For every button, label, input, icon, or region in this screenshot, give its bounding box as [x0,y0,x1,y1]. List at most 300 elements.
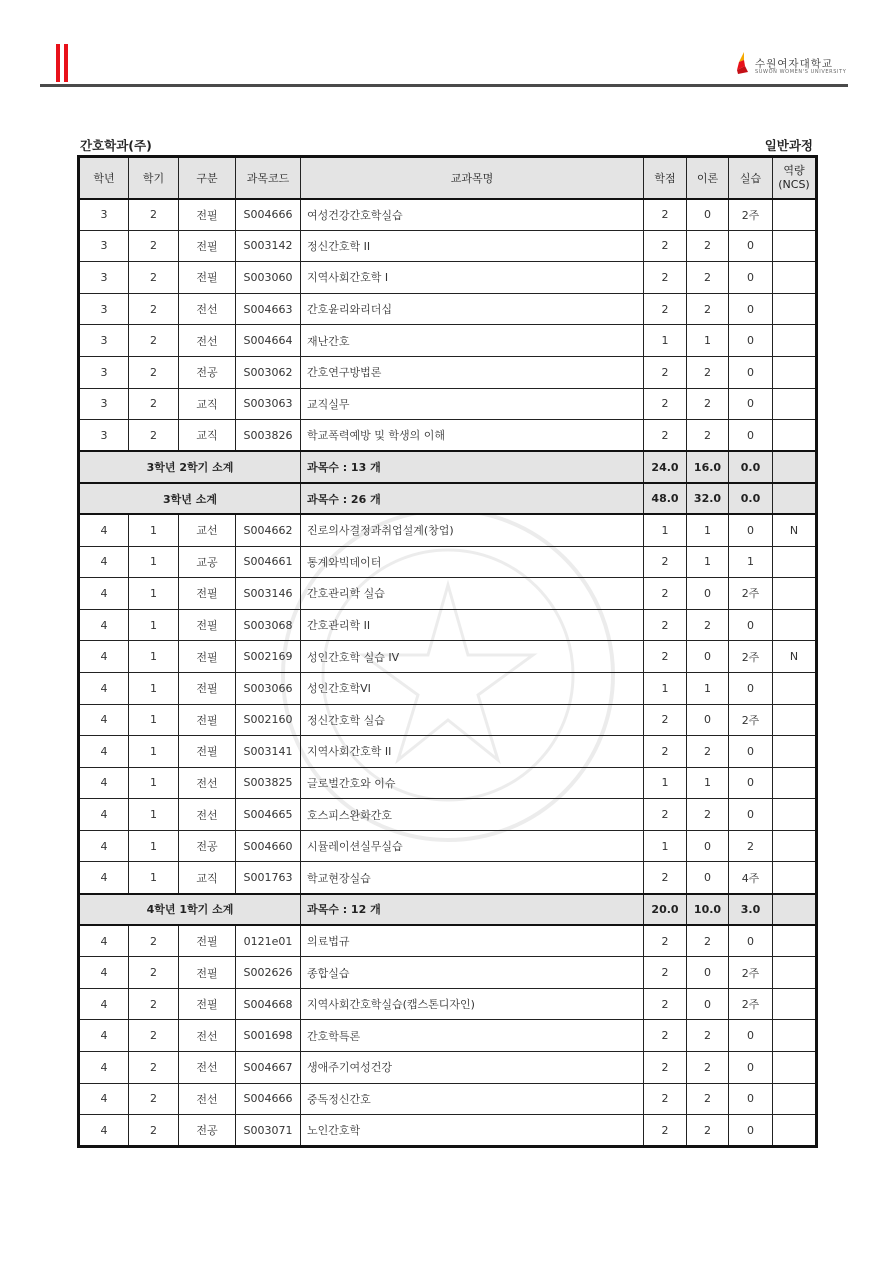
cell-course-name: 시뮬레이션실무실습 [301,830,644,862]
table-row [79,199,817,231]
cell-theory: 2 [687,925,729,957]
table-row [79,641,817,673]
cell-year: 4 [79,546,129,578]
cell-course-name: 지역사회간호학실습(캡스톤디자인) [301,988,644,1020]
cell-theory: 2 [687,609,729,641]
cell-category: 전공 [179,830,236,862]
header-code: 과목코드 [236,157,301,199]
cell-competency [773,230,817,262]
cell-code: S001698 [236,1020,301,1052]
cell-competency [773,546,817,578]
cell-theory: 2 [687,1052,729,1084]
cell-credits: 2 [644,799,687,831]
table-row [79,609,817,641]
cell-course-name: 성인간호학 실습 IV [301,641,644,673]
cell-semester: 2 [129,230,179,262]
cell-semester: 1 [129,672,179,704]
cell-practice: 2 [729,830,773,862]
cell-category: 전필 [179,704,236,736]
cell-credits: 2 [644,925,687,957]
cell-category: 전선 [179,767,236,799]
cell-theory: 2 [687,262,729,294]
cell-practice: 0 [729,388,773,420]
cell-theory: 0 [687,862,729,894]
cell-credits: 2 [644,736,687,768]
cell-competency [773,799,817,831]
cell-practice: 0 [729,1052,773,1084]
header-competency [773,157,817,199]
cell-theory: 0 [687,199,729,231]
cell-code: S002169 [236,641,301,673]
cell-theory: 1 [687,672,729,704]
table-row [79,1020,817,1052]
cell-practice: 0 [729,293,773,325]
cell-theory: 2 [687,799,729,831]
cell-credits: 2 [644,420,687,452]
cell-category: 전필 [179,262,236,294]
cell-credits: 2 [644,641,687,673]
cell-semester: 2 [129,293,179,325]
table-row [79,830,817,862]
cell-code: 0121e01 [236,925,301,957]
cell-course-name: 진로의사결정과취업설계(창업) [301,514,644,546]
cell-category: 교직 [179,388,236,420]
cell-category: 전선 [179,293,236,325]
cell-theory: 2 [687,230,729,262]
cell-credits: 2 [644,988,687,1020]
table-row [79,672,817,704]
cell-semester: 2 [129,356,179,388]
table-row [79,957,817,989]
cell-code: S004666 [236,1083,301,1115]
cell-credits: 1 [644,672,687,704]
cell-semester: 2 [129,325,179,357]
cell-theory: 2 [687,420,729,452]
cell-year: 4 [79,704,129,736]
cell-semester: 1 [129,546,179,578]
cell-code: S002160 [236,704,301,736]
cell-course-name: 간호학특론 [301,1020,644,1052]
table-row [79,1052,817,1084]
cell-year: 3 [79,356,129,388]
subtotal-competency-cell [773,894,817,926]
subtotal-course-count: 과목수 : 13 개 [301,451,644,483]
cell-category: 전필 [179,672,236,704]
cell-practice: 0 [729,925,773,957]
cell-competency [773,736,817,768]
cell-code: S003826 [236,420,301,452]
cell-competency [773,1083,817,1115]
cell-credits: 1 [644,325,687,357]
table-row [79,704,817,736]
cell-category: 전필 [179,199,236,231]
subtotal-row [79,894,817,926]
header-course-name: 교과목명 [301,157,644,199]
cell-competency [773,1115,817,1147]
subtotal-credits: 48.0 [644,483,687,515]
cell-year: 3 [79,199,129,231]
cell-course-name: 간호관리학 실습 [301,578,644,610]
cell-theory: 2 [687,1115,729,1147]
cell-year: 4 [79,672,129,704]
table-row [79,1083,817,1115]
university-english-name: SUWON WOMEN'S UNIVERSITY [755,69,847,75]
cell-year: 3 [79,262,129,294]
cell-semester: 1 [129,862,179,894]
cell-course-name: 노인간호학 [301,1115,644,1147]
cell-category: 전필 [179,230,236,262]
table-row [79,925,817,957]
cell-competency [773,988,817,1020]
cell-competency [773,578,817,610]
cell-practice: 2주 [729,957,773,989]
cell-course-name: 생애주기여성건강 [301,1052,644,1084]
cell-practice: 0 [729,609,773,641]
cell-practice: 0 [729,1115,773,1147]
table-row [79,1115,817,1147]
cell-semester: 2 [129,1115,179,1147]
university-logo [736,50,846,80]
cell-year: 3 [79,293,129,325]
university-name: 수원여자대학교 [755,58,834,70]
cell-year: 4 [79,830,129,862]
cell-code: S004662 [236,514,301,546]
table-row [79,388,817,420]
cell-theory: 0 [687,988,729,1020]
subtotal-credits: 20.0 [644,894,687,926]
cell-course-name: 학교현장실습 [301,862,644,894]
cell-competency [773,199,817,231]
subtotal-course-count: 과목수 : 12 개 [301,894,644,926]
cell-course-name: 종합실습 [301,957,644,989]
cell-credits: 2 [644,862,687,894]
cell-year: 4 [79,578,129,610]
header-credits: 학점 [644,157,687,199]
cell-course-name: 학교폭력예방 및 학생의 이해 [301,420,644,452]
cell-course-name: 교직실무 [301,388,644,420]
cell-code: S003142 [236,230,301,262]
table-row [79,862,817,894]
table-row [79,736,817,768]
cell-code: S004660 [236,830,301,862]
cell-category: 전공 [179,356,236,388]
subtotal-theory: 10.0 [687,894,729,926]
cell-year: 3 [79,230,129,262]
cell-semester: 1 [129,641,179,673]
subtotal-label: 4학년 1학기 소계 [79,894,301,926]
cell-code: S004666 [236,199,301,231]
cell-semester: 2 [129,1052,179,1084]
cell-practice: 0 [729,672,773,704]
cell-course-name: 간호연구방법론 [301,356,644,388]
cell-credits: 2 [644,1115,687,1147]
subtotal-competency-cell [773,451,817,483]
cell-category: 교선 [179,514,236,546]
cell-category: 전필 [179,925,236,957]
cell-code: S004665 [236,799,301,831]
cell-category: 전선 [179,1020,236,1052]
table-row [79,356,817,388]
table-row [79,514,817,546]
cell-course-name: 여성건강간호학실습 [301,199,644,231]
subtotal-credits: 24.0 [644,451,687,483]
cell-theory: 1 [687,325,729,357]
cell-category: 전선 [179,799,236,831]
subtotal-label: 3학년 2학기 소계 [79,451,301,483]
cell-course-name: 지역사회간호학 I [301,262,644,294]
cell-competency [773,356,817,388]
cell-year: 4 [79,1020,129,1052]
cell-credits: 2 [644,546,687,578]
cell-category: 전선 [179,325,236,357]
cell-semester: 1 [129,830,179,862]
table-row [79,767,817,799]
cell-year: 4 [79,862,129,894]
cell-theory: 1 [687,514,729,546]
cell-credits: 2 [644,609,687,641]
cell-practice: 0 [729,356,773,388]
table-row [79,420,817,452]
cell-competency [773,388,817,420]
cell-practice: 0 [729,514,773,546]
cell-credits: 1 [644,767,687,799]
cell-practice: 2주 [729,988,773,1020]
cell-semester: 1 [129,514,179,546]
cell-year: 4 [79,1052,129,1084]
header-practice: 실습 [729,157,773,199]
cell-year: 4 [79,957,129,989]
table-row [79,230,817,262]
cell-competency [773,420,817,452]
cell-theory: 0 [687,957,729,989]
subtotal-row [79,483,817,515]
subtotal-practice: 0.0 [729,483,773,515]
cell-practice: 2주 [729,578,773,610]
cell-practice: 0 [729,325,773,357]
cell-competency [773,704,817,736]
subtotal-competency-cell [773,483,817,515]
cell-year: 4 [79,609,129,641]
cell-code: S003825 [236,767,301,799]
cell-semester: 1 [129,578,179,610]
cell-semester: 1 [129,799,179,831]
cell-theory: 0 [687,578,729,610]
cell-year: 3 [79,420,129,452]
cell-credits: 2 [644,388,687,420]
cell-competency [773,830,817,862]
cell-competency [773,325,817,357]
department-title: 간호학과(주) [80,138,152,153]
cell-course-name: 성인간호학VI [301,672,644,704]
header-accent-bars [56,44,70,82]
cell-year: 4 [79,514,129,546]
header-competency-line1: 역량 [783,163,805,177]
cell-code: S004668 [236,988,301,1020]
table-row [79,262,817,294]
cell-semester: 2 [129,199,179,231]
cell-code: S004661 [236,546,301,578]
cell-competency [773,672,817,704]
cell-practice: 0 [729,799,773,831]
cell-course-name: 간호관리학 II [301,609,644,641]
header-theory: 이론 [687,157,729,199]
table-header-row [79,157,817,199]
cell-year: 4 [79,767,129,799]
cell-course-name: 중독정신간호 [301,1083,644,1115]
cell-category: 교공 [179,546,236,578]
subtotal-practice: 3.0 [729,894,773,926]
cell-category: 전필 [179,578,236,610]
cell-code: S003060 [236,262,301,294]
subtotal-label: 3학년 소계 [79,483,301,515]
cell-competency [773,1052,817,1084]
cell-credits: 2 [644,293,687,325]
cell-practice: 2주 [729,641,773,673]
cell-competency [773,1020,817,1052]
cell-course-name: 통계와빅데이터 [301,546,644,578]
header-divider [40,84,848,87]
cell-category: 교직 [179,862,236,894]
cell-code: S003062 [236,356,301,388]
cell-category: 전필 [179,609,236,641]
cell-year: 4 [79,988,129,1020]
cell-theory: 2 [687,293,729,325]
cell-year: 4 [79,736,129,768]
cell-year: 4 [79,925,129,957]
cell-credits: 2 [644,230,687,262]
cell-course-name: 재난간호 [301,325,644,357]
cell-theory: 0 [687,641,729,673]
subtotal-theory: 16.0 [687,451,729,483]
table-row [79,988,817,1020]
table-row [79,546,817,578]
cell-course-name: 간호윤리와리더십 [301,293,644,325]
cell-competency [773,609,817,641]
header-year: 학년 [79,157,129,199]
cell-theory: 2 [687,356,729,388]
cell-category: 전공 [179,1115,236,1147]
cell-code: S003068 [236,609,301,641]
cell-theory: 2 [687,388,729,420]
cell-competency [773,767,817,799]
subtotal-row [79,451,817,483]
cell-practice: 0 [729,420,773,452]
cell-code: S004664 [236,325,301,357]
cell-year: 3 [79,325,129,357]
cell-competency [773,862,817,894]
cell-category: 전필 [179,988,236,1020]
table-row [79,578,817,610]
cell-category: 전필 [179,736,236,768]
cell-course-name: 정신간호학 실습 [301,704,644,736]
subtotal-course-count: 과목수 : 26 개 [301,483,644,515]
university-emblem-icon [736,52,752,76]
table-row [79,799,817,831]
cell-semester: 1 [129,736,179,768]
cell-practice: 0 [729,736,773,768]
header-competency-line2: (NCS) [778,177,810,191]
cell-semester: 1 [129,767,179,799]
cell-year: 4 [79,1115,129,1147]
cell-credits: 2 [644,262,687,294]
table-body [79,199,817,1147]
cell-course-name: 의료법규 [301,925,644,957]
cell-code: S003071 [236,1115,301,1147]
cell-competency [773,262,817,294]
cell-practice: 1 [729,546,773,578]
cell-credits: 2 [644,578,687,610]
cell-practice: 0 [729,767,773,799]
cell-course-name: 호스피스완화간호 [301,799,644,831]
cell-credits: 1 [644,830,687,862]
cell-code: S002626 [236,957,301,989]
cell-code: S003141 [236,736,301,768]
cell-year: 3 [79,388,129,420]
cell-category: 전필 [179,641,236,673]
cell-credits: 2 [644,199,687,231]
cell-practice: 2주 [729,704,773,736]
cell-category: 전선 [179,1052,236,1084]
subtotal-practice: 0.0 [729,451,773,483]
cell-credits: 2 [644,1020,687,1052]
cell-practice: 4주 [729,862,773,894]
cell-credits: 2 [644,704,687,736]
cell-code: S004663 [236,293,301,325]
cell-theory: 1 [687,767,729,799]
cell-category: 전필 [179,957,236,989]
cell-credits: 2 [644,1052,687,1084]
cell-year: 4 [79,799,129,831]
cell-semester: 2 [129,988,179,1020]
cell-code: S003066 [236,672,301,704]
course-type-label: 일반과정 [764,138,813,153]
cell-theory: 2 [687,736,729,768]
cell-practice: 0 [729,230,773,262]
cell-category: 교직 [179,420,236,452]
cell-year: 4 [79,1083,129,1115]
header-semester: 학기 [129,157,179,199]
cell-theory: 0 [687,830,729,862]
cell-code: S001763 [236,862,301,894]
cell-practice: 0 [729,262,773,294]
cell-semester: 1 [129,609,179,641]
cell-semester: 2 [129,420,179,452]
cell-credits: 2 [644,356,687,388]
cell-code: S004667 [236,1052,301,1084]
cell-semester: 2 [129,925,179,957]
cell-competency: N [773,514,817,546]
cell-semester: 2 [129,262,179,294]
cell-semester: 2 [129,1083,179,1115]
cell-theory: 2 [687,1083,729,1115]
cell-theory: 2 [687,1020,729,1052]
cell-credits: 2 [644,1083,687,1115]
subtotal-theory: 32.0 [687,483,729,515]
table-row [79,325,817,357]
cell-theory: 0 [687,704,729,736]
cell-semester: 2 [129,388,179,420]
cell-semester: 1 [129,704,179,736]
table-row [79,293,817,325]
cell-credits: 2 [644,957,687,989]
header-category: 구분 [179,157,236,199]
cell-code: S003063 [236,388,301,420]
cell-course-name: 지역사회간호학 II [301,736,644,768]
cell-category: 전선 [179,1083,236,1115]
cell-theory: 1 [687,546,729,578]
cell-semester: 2 [129,1020,179,1052]
cell-credits: 1 [644,514,687,546]
